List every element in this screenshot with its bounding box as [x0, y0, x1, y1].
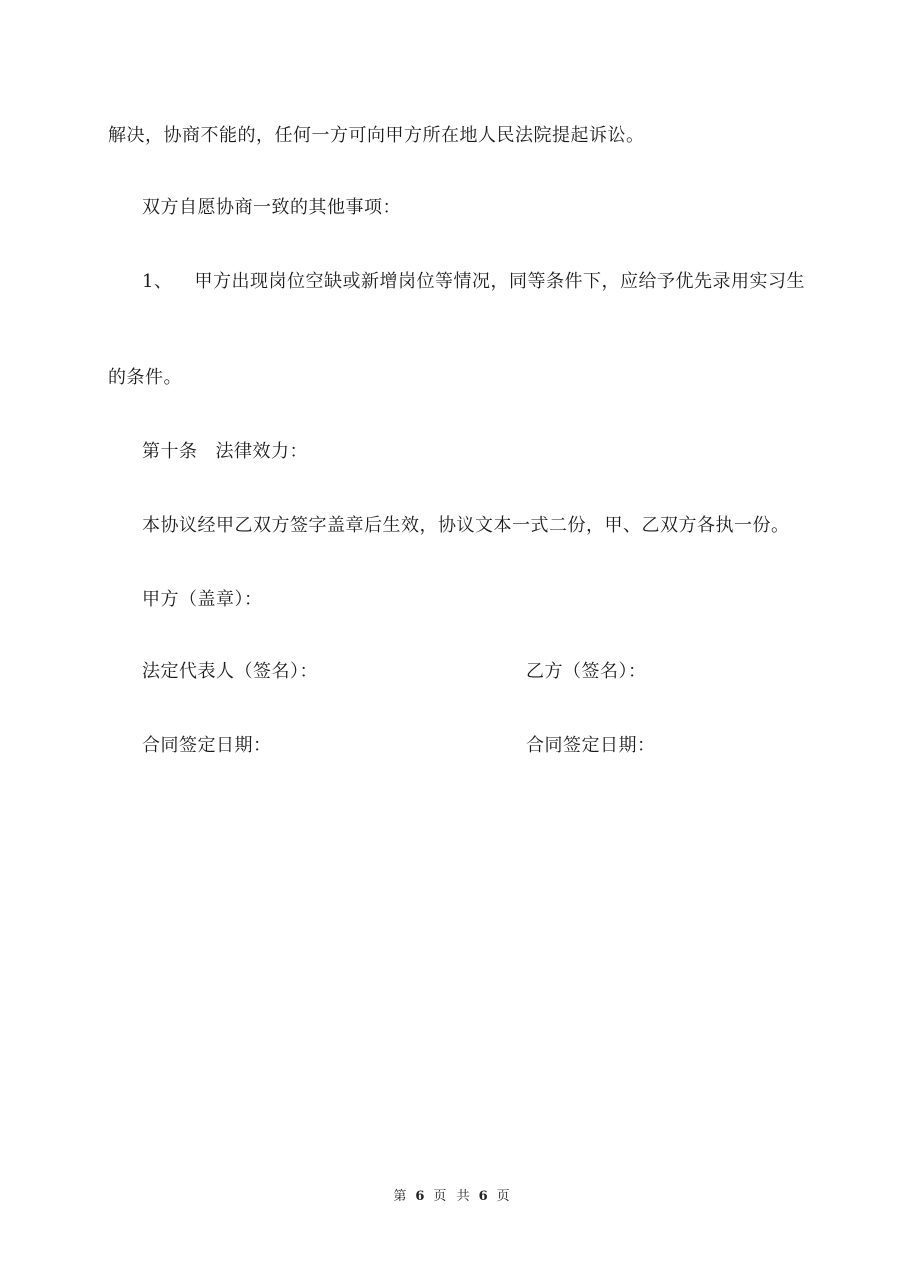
paragraph-continuation: 的条件。	[108, 367, 182, 388]
article-number: 第十条	[142, 441, 198, 462]
legal-representative-label: 法定代表人（签名）：	[142, 661, 318, 682]
list-item-index: 1、	[142, 271, 173, 292]
article-title: 法律效力：	[215, 441, 308, 462]
page-footer	[0, 1188, 904, 1206]
footer-prefix: 第	[393, 1189, 408, 1204]
contract-date-label-a: 合同签定日期：	[142, 735, 272, 756]
party-a-seal-label: 甲方（盖章）：	[142, 589, 263, 610]
paragraph-legal-effect: 本协议经甲乙双方签字盖章后生效，协议文本一式二份，甲、乙双方各执一份。	[142, 515, 790, 536]
footer-page-word: 页	[433, 1189, 448, 1204]
list-item-priority-hiring	[142, 270, 805, 294]
contract-date-label-b: 合同签定日期：	[526, 735, 656, 756]
list-item-text: 甲方出现岗位空缺或新增岗位等情况，同等条件下，应给予优先录用实习生	[194, 271, 805, 292]
article-heading	[142, 440, 308, 464]
footer-current-page: 6	[415, 1189, 426, 1204]
party-b-signature-label: 乙方（签名）：	[526, 661, 647, 682]
paragraph-dispute-resolution: 解决，协商不能的，任何一方可向甲方所在地人民法院提起诉讼。	[108, 125, 645, 146]
footer-suffix: 页	[496, 1189, 511, 1204]
footer-total-word: 共	[456, 1189, 471, 1204]
footer-total-pages: 6	[478, 1189, 489, 1204]
paragraph-other-matters: 双方自愿协商一致的其他事项：	[142, 197, 401, 218]
